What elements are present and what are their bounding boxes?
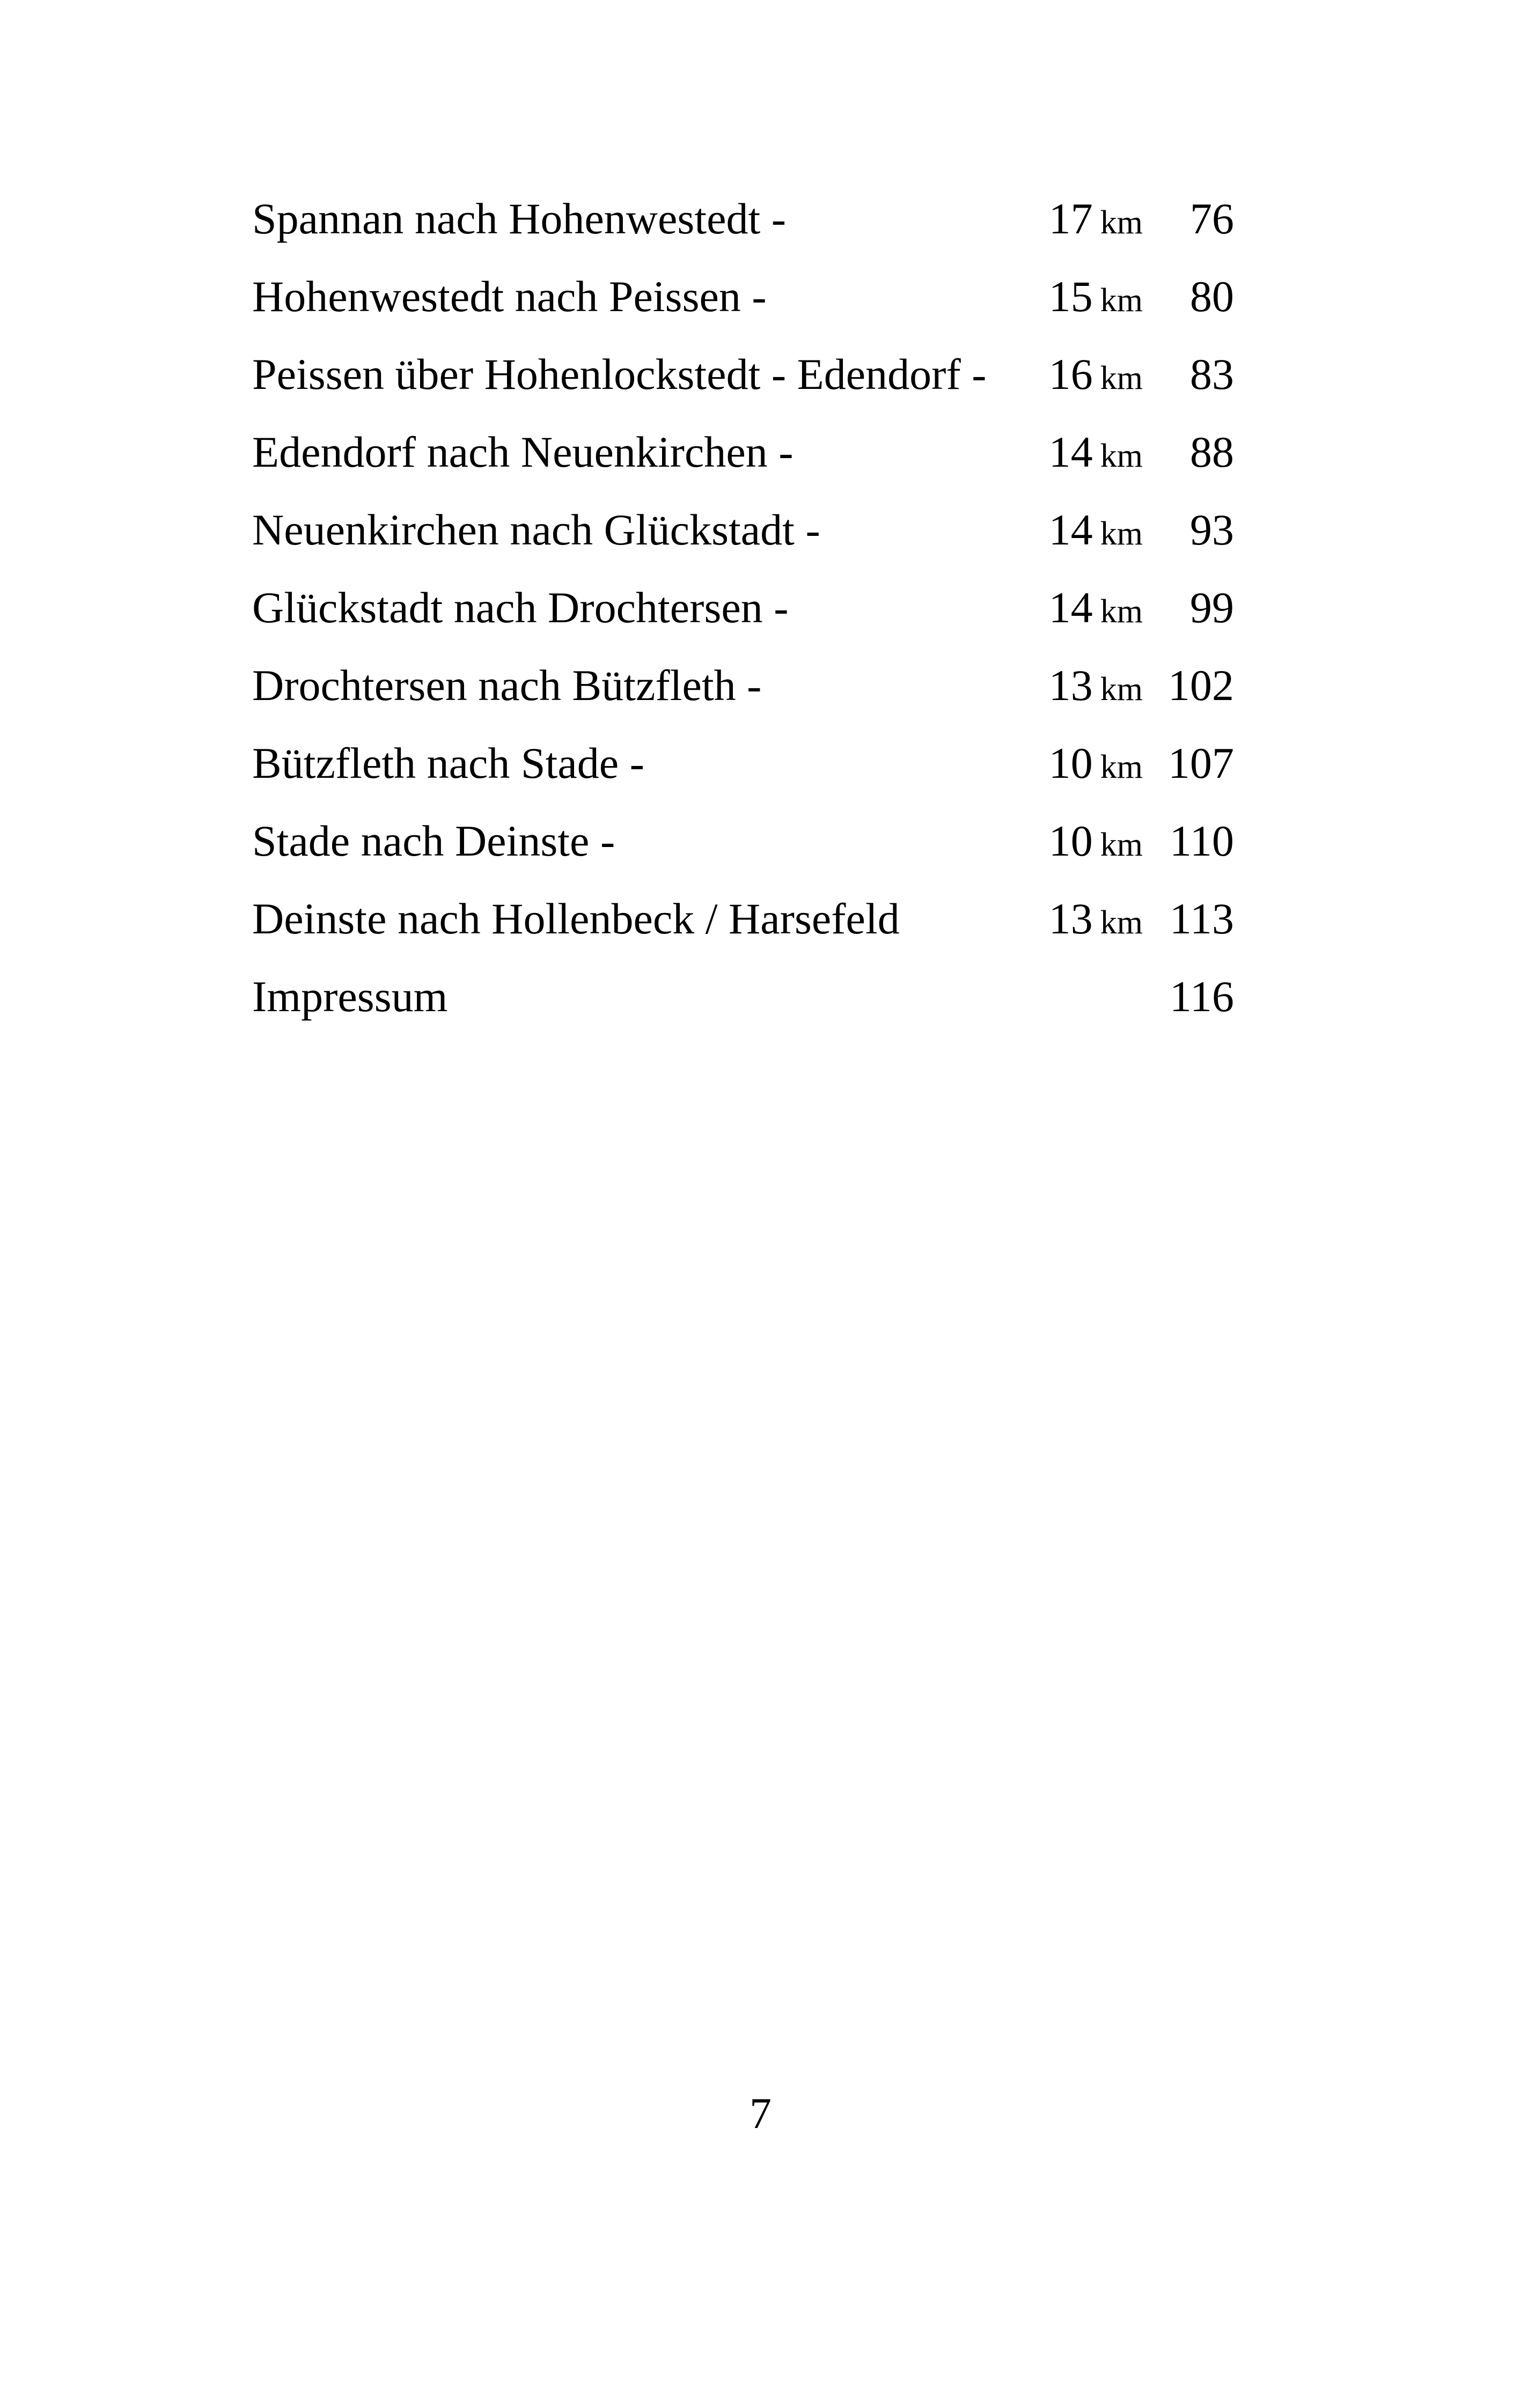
toc-row [252,491,1234,569]
toc-distance-value: 10 [1048,816,1093,865]
toc-distance [1049,180,1143,262]
toc-row [252,880,1234,958]
toc-title: Glückstadt nach Drochtersen - [252,583,789,632]
toc-page-number: 99 [1190,583,1234,632]
toc-distance [1049,335,1143,417]
toc-distance-unit: km [1100,904,1143,941]
toc-distance [1049,413,1143,495]
toc-distance-unit: km [1100,516,1143,552]
toc-page-number: 102 [1168,661,1234,710]
toc-title: Impressum [252,972,448,1021]
toc-row [252,958,1234,1035]
table-of-contents [252,180,1234,1035]
toc-row [252,569,1234,646]
toc-distance-unit: km [1100,438,1143,474]
toc-page-number: 76 [1190,194,1234,243]
toc-title: Bützfleth nach Stade - [252,739,644,787]
toc-row [252,257,1234,335]
toc-row [252,335,1234,413]
toc-distance-value: 13 [1048,661,1093,710]
toc-distance-value: 14 [1048,505,1093,554]
toc-distance [1049,646,1143,728]
toc-page-number: 107 [1168,739,1234,787]
toc-title: Spannan nach Hohenwestedt - [252,194,787,243]
toc-title: Stade nach Deinste - [252,816,615,865]
toc-distance-unit: km [1100,593,1143,630]
toc-title: Edendorf nach Neuenkirchen - [252,428,793,476]
toc-distance-value: 13 [1048,894,1093,943]
toc-distance [1049,569,1143,651]
toc-distance-unit: km [1100,360,1143,396]
toc-distance-value: 15 [1048,272,1093,321]
toc-row [252,413,1234,491]
toc-distance-unit: km [1100,827,1143,863]
toc-title: Deinste nach Hollenbeck / Harsefeld [252,894,900,943]
toc-distance [1049,257,1143,340]
toc-row [252,724,1234,802]
toc-distance [1049,880,1143,962]
toc-row [252,646,1234,724]
toc-page-number: 83 [1190,350,1234,399]
toc-row [252,802,1234,880]
toc-title: Neuenkirchen nach Glückstadt - [252,505,820,554]
toc-distance-value: 14 [1048,583,1093,632]
toc-distance-value: 10 [1048,739,1093,787]
toc-distance-unit: km [1100,204,1143,241]
toc-distance [1049,724,1143,806]
toc-distance-unit: km [1100,749,1143,785]
toc-title: Hohenwestedt nach Peissen - [252,272,767,321]
toc-page-number: 88 [1190,428,1234,476]
toc-distance-value: 14 [1048,428,1093,476]
toc-distance [1049,491,1143,573]
toc-row [252,180,1234,257]
toc-distance [1049,802,1143,884]
toc-page-number: 110 [1170,816,1234,865]
toc-distance-unit: km [1100,282,1143,319]
toc-title: Peissen über Hohenlockstedt - Edendorf - [252,350,987,399]
toc-distance-value: 16 [1048,350,1093,399]
toc-distance-unit: km [1100,671,1143,708]
toc-page-number: 80 [1190,272,1234,321]
toc-page-number: 116 [1170,972,1234,1021]
toc-title: Drochtersen nach Bützfleth - [252,661,762,710]
toc-distance-value: 17 [1048,194,1093,243]
toc-page-number: 93 [1190,505,1234,554]
page-number: 7 [750,2089,771,2138]
toc-page-number: 113 [1170,894,1234,943]
